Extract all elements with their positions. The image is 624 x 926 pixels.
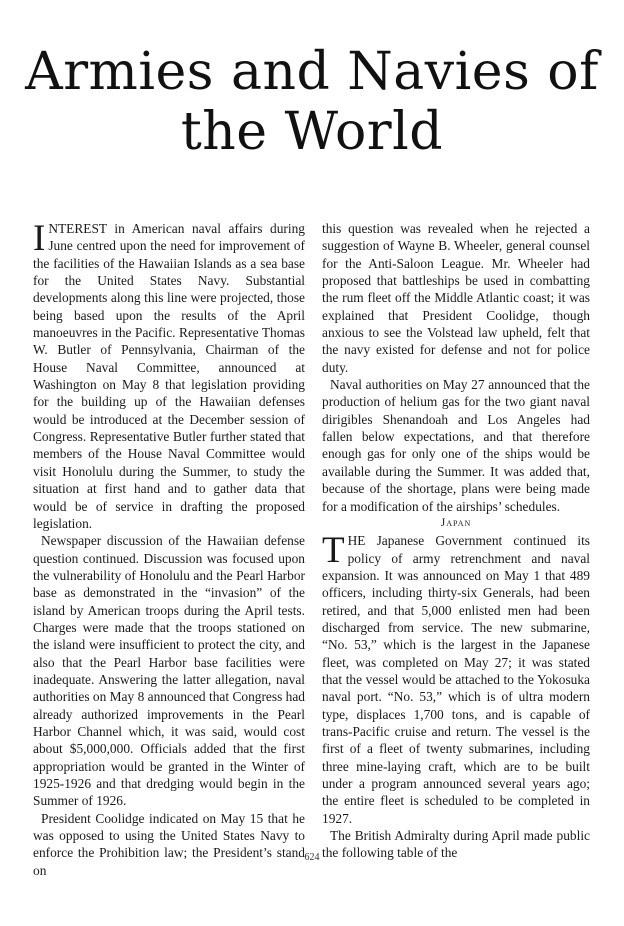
drop-cap-t: T [322,530,345,572]
paragraph-british-admiralty: The British Admiralty during April made public the following table of the [322,828,590,861]
left-column [33,220,305,879]
paragraph-wheeler: this question was revealed when he rejected a suggestion of Wayne B. Wheeler, general counsel for the Anti-Saloon League. Mr. Wheeler had proposed that battleships be used in combatting the rum fleet off the Middle Atlantic coast; it was explained that President Coolidge, though anxious to see the Volstead law upheld, felt that the navy existed for defense and not for police duty. [322,221,590,375]
paragraph-interest [33,220,305,532]
article-title-line-2: the World [180,102,444,162]
right-column [322,220,590,862]
drop-cap-i: I [33,218,46,259]
section-heading-japan: Japan [440,516,472,529]
paragraph-newspaper-discussion: Newspaper discussion of the Hawaiian defense question continued. Discussion was focused upon the vulnerability of Honolulu and the Pearl Harbor base as demonstrated in the “invasion” of the island by American troops during the April tests. Charges were made that the troops stationed on the island were insufficient to protect the city, and also that the Pearl Harbor base facilities were inadequate. Answering the latter allegation, naval authorities on May 8 announced that Congress had already authorized improvements in the Pearl Harbor Channel which, it was said, would cost about $5,000,000. Officials added that the first appropriation would be granted in the Winter of 1925-1926 and that dredging would begin in the Summer of 1926. [33,533,305,809]
paragraph-interest-text: NTEREST in American naval affairs during June centred upon the need for improvement of the facilities of the Hawaiian Islands as a sea base for the United States Navy. Substantial developments along this line were projected, those being based upon the results of the April manoeuvres in the Pacific. Representative Thomas W. Butler of Pennsylvania, Chairman of the House Naval Committee, announced at Washington on May 8 that legislation providing for the building up of the Hawaiian defenses would be introduced at the December session of Congress. Representative Butler further stated that members of the House Naval Committee would visit Honolulu during the Summer, to study the situation at first hand and to gather data that would be of service in drafting the proposed legislation. [33,221,305,531]
page-number: 624 [304,852,320,863]
paragraph-helium: Naval authorities on May 27 announced that the production of helium gas for the two giant naval dirigibles Shenandoah and Los Angeles had fallen below expectations, and that therefore enough gas for only one of the ships would be available during the Summer. It was added that, because of the shortage, plans were being made for a modification of the airships’ schedules. [322,377,590,514]
paragraph-japan [322,532,590,827]
paragraph-japan-text: HE Japanese Government continued its policy of army retrenchment and naval expansion. It was announced on May 1 that 489 officers, including thirty-six Generals, had been retired, and that 5,000 enlisted men had been discharged from service. The new submarine, “No. 53,” which is the largest in the Japanese fleet, was completed on May 27; it was stated that the vessel would be attached to the Yokosuka naval port. “No. 53,” which is of ultra modern type, displaces 1,700 tons, and is capable of trans-Pacific cruise and return. The vessel is the first of a fleet of twenty submarines, including three mine-laying craft, which are to be built under a program announced several years ago; the entire fleet is scheduled to be completed in 1927. [322,533,590,826]
article-title-line-1: Armies and Navies of [25,42,599,102]
paragraph-coolidge: President Coolidge indicated on May 15 that he was opposed to using the United States Navy to enforce the Prohibition law; the President’s stand on [33,810,305,878]
